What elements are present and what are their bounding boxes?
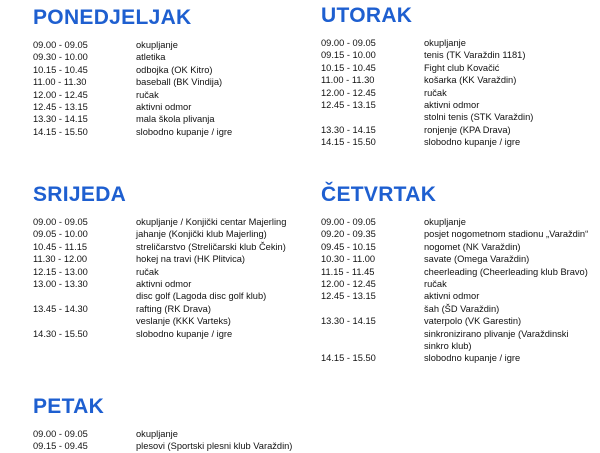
activity: aktivni odmor	[424, 100, 480, 111]
time-range: 09.30 - 10.00	[33, 52, 88, 63]
day-section-wednesday	[33, 184, 303, 340]
schedule-row	[33, 428, 333, 440]
schedule-row	[33, 228, 303, 240]
schedule-row	[33, 290, 303, 302]
schedule-list	[33, 39, 303, 138]
schedule-list	[33, 428, 333, 453]
schedule-row	[321, 228, 591, 240]
activity: Fight club Kovačić	[424, 62, 500, 73]
schedule-row	[33, 278, 303, 290]
activity: disc golf (Lagoda disc golf klub)	[136, 291, 267, 302]
schedule-row	[321, 124, 591, 136]
time-range: 09.00 - 09.05	[321, 38, 376, 48]
day-title: PETAK	[33, 395, 105, 418]
schedule-row	[321, 253, 591, 265]
time-range: 10.30 - 11.00	[321, 254, 376, 265]
schedule-row	[321, 278, 591, 290]
activity: ručak	[136, 266, 159, 277]
activity: aktivni odmor	[136, 279, 192, 290]
time-range	[321, 111, 424, 123]
time-range: 09.15 - 10.00	[321, 50, 376, 61]
time-range: 09.15 - 09.45	[33, 441, 88, 452]
activity: okupljanje / Konjički centar Majerling	[136, 217, 287, 227]
activity: hokej na travi (HK Plitvica)	[136, 254, 246, 265]
time-range: 12.00 - 12.45	[321, 279, 376, 290]
day-title: ČETVRTAK	[321, 183, 437, 206]
schedule-row	[33, 51, 303, 63]
time-range	[33, 290, 136, 302]
schedule-row	[321, 87, 591, 99]
time-range: 09.00 - 09.05	[33, 217, 88, 227]
activity: mala škola plivanja	[136, 114, 215, 125]
time-range	[33, 315, 136, 327]
day-section-thursday	[321, 184, 591, 365]
activity: plesovi (Sportski plesni klub Varaždin)	[136, 441, 293, 452]
time-range: 11.15 - 11.45	[321, 266, 375, 277]
schedule-row	[33, 126, 303, 138]
schedule-row	[321, 37, 591, 49]
day-section-monday	[33, 7, 303, 138]
activity: posjet nogometnom stadionu „Varaždin“	[424, 229, 589, 240]
schedule-row	[33, 89, 303, 101]
time-range: 09.45 - 10.15	[321, 241, 376, 252]
activity: ručak	[424, 87, 447, 98]
time-range: 13.45 - 14.30	[33, 303, 88, 314]
time-range: 13.30 - 14.15	[33, 114, 88, 125]
time-range: 14.15 - 15.50	[321, 137, 376, 148]
time-range	[321, 303, 424, 315]
time-range	[321, 328, 424, 353]
time-range: 13.30 - 14.15	[321, 316, 376, 327]
time-range: 11.00 - 11.30	[321, 75, 375, 86]
time-range: 09.00 - 09.05	[33, 40, 88, 50]
time-range: 13.00 - 13.30	[33, 279, 88, 290]
time-range: 10.45 - 11.15	[33, 241, 88, 252]
schedule-row	[33, 266, 303, 278]
activity: aktivni odmor	[424, 291, 480, 302]
activity: slobodno kupanje / igre	[424, 137, 521, 148]
schedule-row	[321, 111, 591, 123]
time-range: 12.00 - 12.45	[33, 89, 88, 100]
schedule-row	[321, 328, 591, 353]
schedule-row	[321, 303, 591, 315]
schedule-row	[321, 241, 591, 253]
time-range: 10.15 - 10.45	[33, 64, 88, 75]
activity: aktivni odmor	[136, 102, 192, 113]
schedule-row	[321, 315, 591, 327]
activity: veslanje (KKK Varteks)	[136, 316, 231, 327]
time-range: 14.30 - 15.50	[33, 328, 88, 339]
schedule-row	[33, 101, 303, 113]
activity: ručak	[136, 89, 159, 100]
day-section-tuesday	[321, 5, 591, 149]
activity: ronjenje (KPA Drava)	[424, 124, 511, 135]
time-range: 14.15 - 15.50	[33, 126, 88, 137]
schedule-row	[321, 266, 591, 278]
activity: okupljanje	[424, 217, 466, 227]
time-range: 11.00 - 11.30	[33, 77, 87, 88]
activity: slobodno kupanje / igre	[424, 353, 521, 364]
activity: savate (Omega Varaždin)	[424, 254, 530, 265]
schedule-row	[33, 253, 303, 265]
activity: vaterpolo (VK Garestin)	[424, 316, 522, 327]
schedule-row	[321, 99, 591, 111]
schedule-row	[321, 49, 591, 61]
schedule-list	[321, 37, 591, 149]
activity: baseball (BK Vindija)	[136, 77, 223, 88]
activity: tenis (TK Varaždin 1181)	[424, 50, 526, 61]
day-title: SRIJEDA	[33, 183, 127, 206]
time-range: 09.05 - 10.00	[33, 229, 88, 240]
time-range: 09.00 - 09.05	[33, 429, 88, 439]
time-range: 09.00 - 09.05	[321, 217, 376, 227]
time-range: 10.15 - 10.45	[321, 62, 376, 73]
schedule-row	[33, 76, 303, 88]
time-range: 13.30 - 14.15	[321, 124, 376, 135]
schedule-row	[33, 113, 303, 125]
time-range: 14.15 - 15.50	[321, 353, 376, 364]
schedule-row	[321, 74, 591, 86]
time-range: 09.20 - 09.35	[321, 229, 376, 240]
activity: streličarstvo (Streličarski klub Čekin)	[136, 241, 286, 252]
schedule-list	[321, 216, 591, 365]
time-range: 12.45 - 13.15	[321, 100, 376, 111]
schedule-row	[321, 62, 591, 74]
time-range: 12.15 - 13.00	[33, 266, 88, 277]
time-range: 11.30 - 12.00	[33, 254, 88, 265]
schedule-list	[33, 216, 303, 340]
activity: odbojka (OK Kitro)	[136, 64, 213, 75]
schedule-row	[33, 216, 303, 228]
schedule-row	[321, 352, 591, 364]
schedule-row	[321, 216, 591, 228]
activity: okupljanje	[136, 40, 178, 50]
schedule-row	[33, 39, 303, 51]
activity: nogomet (NK Varaždin)	[424, 241, 521, 252]
activity: slobodno kupanje / igre	[136, 328, 233, 339]
schedule-row	[321, 136, 591, 148]
schedule-row	[33, 315, 303, 327]
activity: okupljanje	[136, 429, 178, 439]
schedule-row	[321, 290, 591, 302]
activity: atletika	[136, 52, 166, 63]
schedule-row	[33, 328, 303, 340]
schedule-row	[33, 241, 303, 253]
activity: stolni tenis (STK Varaždin)	[424, 112, 534, 123]
activity: jahanje (Konjički klub Majerling)	[136, 229, 267, 240]
activity: cheerleading (Cheerleading klub Bravo)	[424, 266, 588, 277]
activity: slobodno kupanje / igre	[136, 126, 233, 137]
activity: sinkronizirano plivanje (Varaždinski sinkro klub)	[424, 328, 569, 352]
schedule-row	[33, 64, 303, 76]
time-range: 12.45 - 13.15	[33, 102, 88, 113]
day-title: UTORAK	[321, 4, 413, 27]
time-range: 12.45 - 13.15	[321, 291, 376, 302]
activity: rafting (RK Drava)	[136, 303, 211, 314]
activity: šah (ŠD Varaždin)	[424, 303, 500, 314]
day-section-friday	[33, 396, 333, 453]
time-range: 12.00 - 12.45	[321, 87, 376, 98]
activity: ručak	[424, 279, 447, 290]
schedule-row	[33, 303, 303, 315]
activity: okupljanje	[424, 38, 466, 48]
day-title: PONEDJELJAK	[33, 6, 192, 29]
activity: košarka (KK Varaždin)	[424, 75, 517, 86]
